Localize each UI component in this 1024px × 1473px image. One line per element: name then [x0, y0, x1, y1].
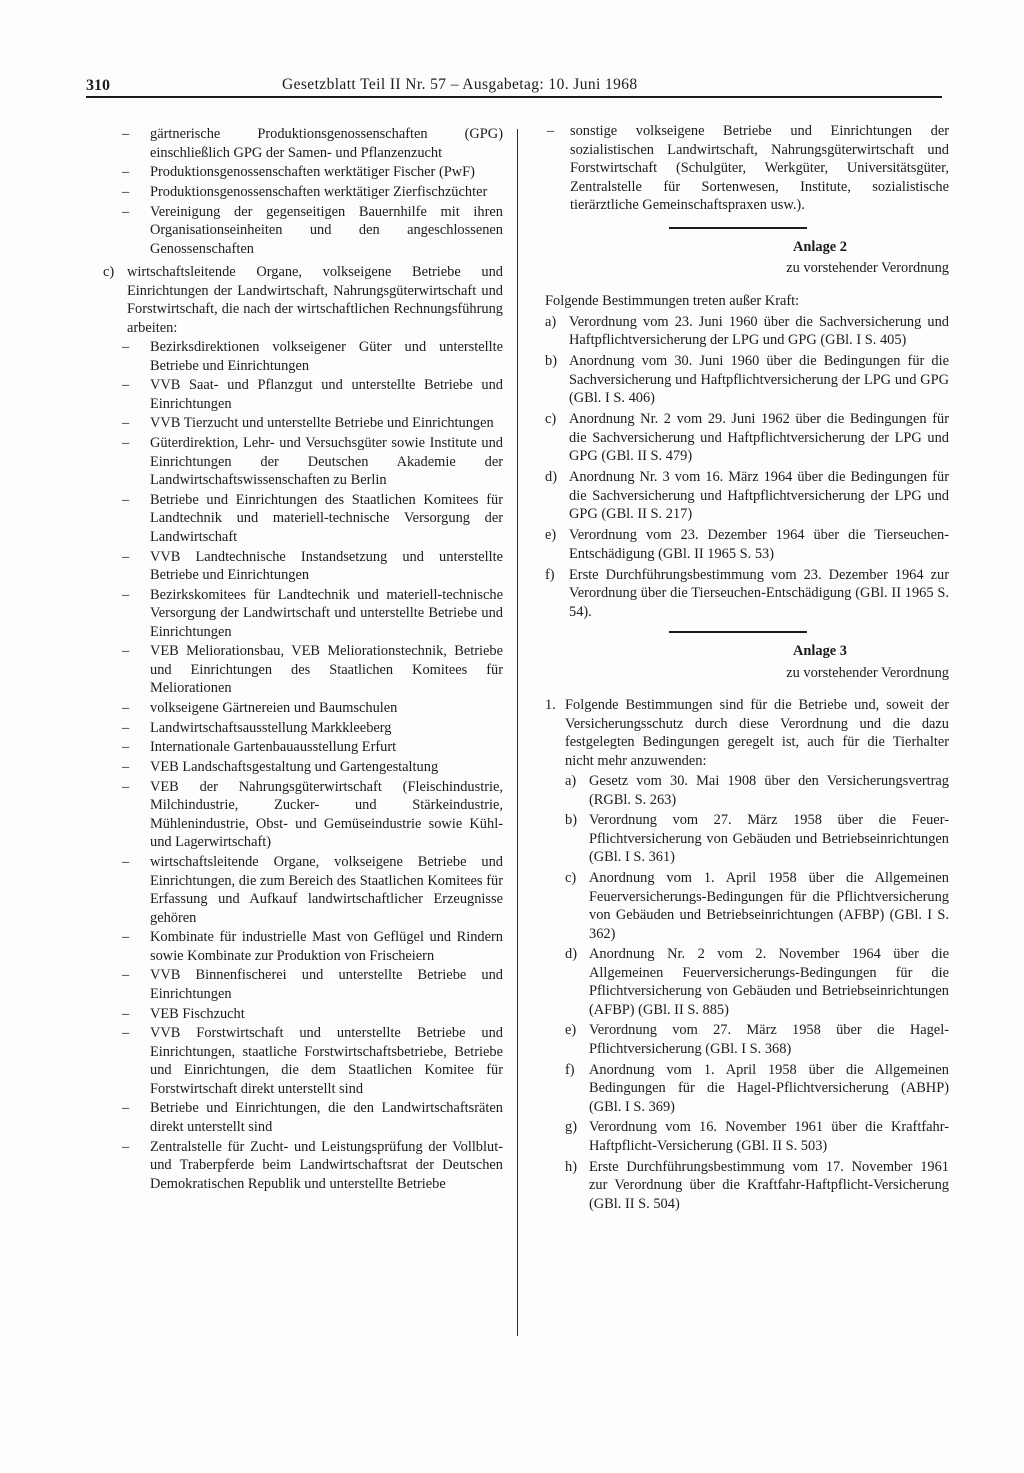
dash-marker: – — [122, 435, 130, 452]
anlage-2-subtitle: zu vorstehender Verordnung — [786, 260, 949, 276]
dash-marker: – — [122, 586, 130, 603]
dash-marker: – — [122, 778, 130, 795]
list-item-text: VEB Meliorationsbau, VEB Meliorationstechnik, Betriebe und Einrichtungen des Staatlichen Komitees für Meliorationen — [150, 643, 503, 697]
dash-marker: – — [122, 126, 130, 142]
repealed-regulation-item — [545, 410, 949, 466]
list-item-text: volkseigene Gärtnereien und Baumschulen — [150, 700, 398, 717]
dash-marker: – — [122, 548, 130, 565]
item-letter: f) — [565, 1061, 575, 1078]
repealed-regulation-item — [545, 869, 949, 943]
item-letter: c) — [565, 870, 577, 887]
list-item — [103, 738, 503, 757]
list-item-text: gärtnerische Produktionsgenossenschaften (GPG) einschließlich GPG der Samen- und Pflanzenzucht — [150, 126, 503, 161]
regulation-text: Anordnung Nr. 3 vom 16. März 1964 über die Bedingungen für die Sachversicherung und Haftpflichtversicherung der LPG und GPG (GBl. II S. 217) — [569, 469, 949, 522]
list-item-text: VEB Landschaftsgestaltung und Gartengestaltung — [150, 759, 439, 776]
list-item-text: wirtschaftsleitende Organe, volkseigene Betriebe und Einrichtungen, die zum Bereich des Staatlichen Komitees für Erfassung und Aufkauf landwirtschaftlicher Erzeugnisse gehören — [150, 854, 503, 926]
right-column — [545, 122, 949, 1213]
regulation-text: Gesetz vom 30. Mai 1908 über den Versicherungsvertrag (RGBl. S. 263) — [589, 773, 949, 808]
dash-marker: – — [122, 164, 130, 181]
list-item-text: VVB Binnenfischerei und unterstellte Betriebe und Einrichtungen — [150, 967, 503, 1002]
item-letter: a) — [565, 773, 577, 790]
list-item-text: Kombinate für industrielle Mast von Geflügel und Rindern sowie Kombinate zur Produktion von Frischeiern — [150, 929, 503, 964]
list-item-text: sonstige volkseigene Betriebe und Einrichtungen der sozialistischen Landwirtschaft, Nahrungsgüterwirtschaft und Forstwirtschaft (Schulgüter, Werkgüter, Universitätsgüter, Zentralstelle für Sortenwesen, Institute, sozialistische tierärztliche Gemeinschaftspraxen usw.). — [570, 123, 949, 213]
dash-marker: – — [122, 854, 130, 870]
list-item-text: VVB Tierzucht und unterstellte Betriebe und Einrichtungen — [150, 415, 494, 432]
numbered-item — [545, 696, 949, 770]
regulation-text: Verordnung vom 23. Juni 1960 über die Sachversicherung und Haftpflichtversicherung der LPG und GPG (GBl. I S. 405) — [569, 313, 949, 348]
item-letter: e) — [565, 1022, 577, 1039]
anlage-3-subtitle: zu vorstehender Verordnung — [786, 664, 949, 681]
list-item — [103, 699, 503, 718]
item-letter: c) — [545, 411, 557, 427]
section-separator — [669, 631, 807, 633]
list-item — [103, 491, 503, 547]
item-letter: f) — [545, 566, 555, 583]
list-item — [103, 778, 503, 852]
list-item-text: VVB Saat- und Pflanzgut und unterstellte Betriebe und Einrichtungen — [150, 377, 503, 412]
repealed-regulation-item — [545, 811, 949, 867]
dash-marker: – — [122, 1005, 130, 1022]
list-item — [103, 966, 503, 1003]
dash-marker: – — [122, 739, 130, 756]
item-number: 1. — [545, 697, 556, 713]
regulation-text: Verordnung vom 16. November 1961 über die Kraftfahr-Haftpflicht-Versicherung (GBl. II S. 503) — [589, 1119, 949, 1154]
repealed-regulation-item — [545, 1021, 949, 1058]
list-item — [103, 434, 503, 490]
list-item — [103, 414, 503, 433]
header-rule — [86, 96, 942, 98]
dash-marker: – — [122, 339, 130, 356]
anlage-3-list — [545, 772, 949, 1213]
dash-marker: – — [122, 203, 130, 220]
dash-marker: – — [122, 700, 130, 717]
item-letter: g) — [565, 1119, 577, 1136]
list-item — [103, 183, 503, 202]
list-item-text: VVB Landtechnische Instandsetzung und unterstellte Betriebe und Einrichtungen — [150, 548, 503, 583]
left-column — [103, 125, 503, 1194]
enumerated-item-c — [103, 263, 503, 337]
list-item — [103, 642, 503, 698]
list-item — [103, 1099, 503, 1136]
anlage-3-title: Anlage 3 — [793, 643, 847, 659]
repealed-regulation-item — [545, 1061, 949, 1117]
regulation-text: Verordnung vom 27. März 1958 über die Feuer-Pflichtversicherung von Gebäuden und Betriebseinrichtungen (GBl. I S. 361) — [589, 812, 949, 866]
dash-marker: – — [122, 967, 130, 984]
regulation-text: Anordnung vom 1. April 1958 über die Allgemeinen Bedingungen für die Hagel-Pflichtversicherung (ABHP) (GBl. I S. 369) — [589, 1061, 949, 1115]
page-number: 310 — [86, 77, 110, 94]
regulation-text: Anordnung Nr. 2 vom 2. November 1964 über die Allgemeinen Feuerversicherungs-Bedingungen für die Pflichtversicherung von Gebäuden und Betriebseinrichtungen (AFBP) (GBl. II S. 885) — [589, 946, 949, 1018]
item-letter: d) — [565, 946, 577, 963]
dash-marker: – — [122, 415, 130, 432]
running-head: Gesetzblatt Teil II Nr. 57 – Ausgabetag: 10. Juni 1968 — [282, 76, 638, 93]
list-item-text: Zentralstelle für Zucht- und Leistungsprüfung der Vollblut- und Traberpferde beim Landwirtschaftsrat der Deutschen Demokratischen Republik und unterstellte Betriebe — [150, 1138, 503, 1192]
dash-marker: – — [547, 123, 555, 139]
dash-marker: – — [122, 183, 130, 200]
regulation-text: Anordnung Nr. 2 vom 29. Juni 1962 über die Bedingungen für die Sachversicherung und Haftpflichtversicherung der LPG und GPG (GBl. II S. 479) — [569, 411, 949, 464]
list-item — [103, 853, 503, 927]
repealed-regulation-item — [545, 1158, 949, 1214]
list-item-text: VEB der Nahrungsgüterwirtschaft (Fleischindustrie, Milchindustrie, Zucker- und Stärkeindustrie, Mühlenindustrie, Obst- und Gemüseindustrie sowie Kühl- und Lagerwirtschaft) — [150, 778, 503, 851]
item-letter: a) — [545, 313, 557, 330]
list-item — [103, 586, 503, 642]
item-letter: b) — [545, 353, 557, 369]
item-letter: e) — [545, 527, 557, 543]
list-item — [103, 376, 503, 413]
anlage-2-title: Anlage 2 — [793, 238, 847, 255]
item-letter: b) — [565, 812, 577, 829]
numbered-item-text: Folgende Bestimmungen sind für die Betriebe und, soweit der Versicherungsschutz durch diese Verordnung und die dazu festgelegten Bedingungen geregelt ist, auch für die Tierhalter nicht mehr anzuwenden: — [565, 697, 949, 769]
regulation-text: Verordnung vom 23. Dezember 1964 über die Tierseuchen-Entschädigung (GBl. II 1965 S. 53) — [569, 527, 949, 562]
list-item — [103, 758, 503, 777]
dash-marker: – — [122, 491, 130, 508]
regulation-text: Verordnung vom 27. März 1958 über die Hagel-Pflichtversicherung (GBl. I S. 368) — [589, 1022, 949, 1057]
repealed-regulation-item — [545, 313, 949, 350]
dash-marker: – — [122, 1100, 130, 1117]
list-item-text: Vereinigung der gegenseitigen Bauernhilfe mit ihren Organisationseinheiten und den angeschlossenen Genossenschaften — [150, 203, 503, 257]
list-item-text: Produktionsgenossenschaften werktätiger Fischer (PwF) — [150, 164, 475, 181]
dash-marker: – — [122, 929, 130, 946]
repealed-regulation-item — [545, 352, 949, 408]
list-item-text: VVB Forstwirtschaft und unterstellte Betriebe und Einrichtungen, staatliche Forstwirtschaftsbetriebe, Betriebe und Einrichtungen, die dem Staatlichen Komitee für Forstwirtschaft direkt unterstellt sind — [150, 1025, 503, 1097]
list-item-text: Landwirtschaftsausstellung Markkleeberg — [150, 719, 392, 736]
list-item — [103, 338, 503, 375]
list-item-text: Bezirkskomitees für Landtechnik und materiell-technische Versorgung der Landwirtschaft und unterstellte Betriebe und Einrichtungen — [150, 586, 503, 640]
column-divider — [517, 129, 518, 1336]
list-item-text: Güterdirektion, Lehr- und Versuchsgüter sowie Institute und Einrichtungen der Deutschen Akademie der Landwirtschaftswissenschaften zu Berlin — [150, 435, 503, 489]
enumerated-item-text: wirtschaftsleitende Organe, volkseigene Betriebe und Einrichtungen der Landwirtschaft, Nahrungsgüterwirtschaft und Forstwirtschaft, die nach der wirtschaftlichen Rechnungsführung arbeiten: — [127, 264, 503, 336]
dash-marker: – — [122, 1138, 130, 1155]
section-separator — [669, 227, 807, 229]
list-item — [103, 125, 503, 162]
repealed-regulation-item — [545, 526, 949, 563]
list-item-text: Produktionsgenossenschaften werktätiger Zierfischzüchter — [150, 183, 488, 200]
item-letter: h) — [565, 1158, 577, 1175]
dash-marker: – — [122, 643, 130, 660]
list-item — [103, 163, 503, 182]
list-item-text: VEB Fischzucht — [150, 1005, 245, 1022]
list-item-text: Betriebe und Einrichtungen des Staatlichen Komitees für Landtechnik und materiell-technische Versorgung der Landwirtschaft — [150, 491, 503, 545]
regulation-text: Anordnung vom 30. Juni 1960 über die Bedingungen für die Sachversicherung und Haftpflichtversicherung der LPG und GPG (GBl. I S. 406) — [569, 353, 949, 406]
list-item-text: Betriebe und Einrichtungen, die den Landwirtschaftsräten direkt unterstellt sind — [150, 1100, 503, 1135]
dash-marker: – — [122, 377, 130, 394]
repealed-regulation-item — [545, 1118, 949, 1155]
repealed-regulation-item — [545, 945, 949, 1019]
regulation-text: Erste Durchführungsbestimmung vom 17. November 1961 zur Verordnung über die Kraftfahr-Haftpflicht-Versicherung (GBl. II S. 504) — [589, 1158, 949, 1212]
list-item — [103, 928, 503, 965]
repealed-regulation-item — [545, 468, 949, 524]
list-item — [103, 548, 503, 585]
list-item — [103, 1024, 503, 1098]
dash-marker: – — [122, 759, 130, 776]
regulation-text: Erste Durchführungsbestimmung vom 23. Dezember 1964 zur Verordnung über die Tierseuchen-Entschädigung (GBl. II 1965 S. 54). — [569, 566, 949, 620]
item-letter: c) — [103, 264, 115, 281]
list-item — [103, 719, 503, 738]
item-letter: d) — [545, 469, 557, 485]
list-item — [103, 1138, 503, 1194]
regulation-text: Anordnung vom 1. April 1958 über die Allgemeinen Feuerversicherungs-Bedingungen für die Pflichtversicherung von Gebäuden und Betriebseinrichtungen (AFBP) (GBl. I S. 362) — [589, 870, 949, 942]
list-item — [545, 122, 949, 215]
anlage-2-intro: Folgende Bestimmungen treten außer Kraft: — [545, 292, 800, 309]
repealed-regulation-item — [545, 772, 949, 809]
list-item — [103, 203, 503, 259]
list-item — [103, 1005, 503, 1024]
anlage-2-list — [545, 313, 949, 622]
list-item-text: Bezirksdirektionen volkseigener Güter und unterstellte Betriebe und Einrichtungen — [150, 339, 503, 374]
dash-marker: – — [122, 1025, 130, 1042]
repealed-regulation-item — [545, 566, 949, 622]
list-item-text: Internationale Gartenbauausstellung Erfurt — [150, 739, 397, 756]
dash-marker: – — [122, 719, 130, 736]
